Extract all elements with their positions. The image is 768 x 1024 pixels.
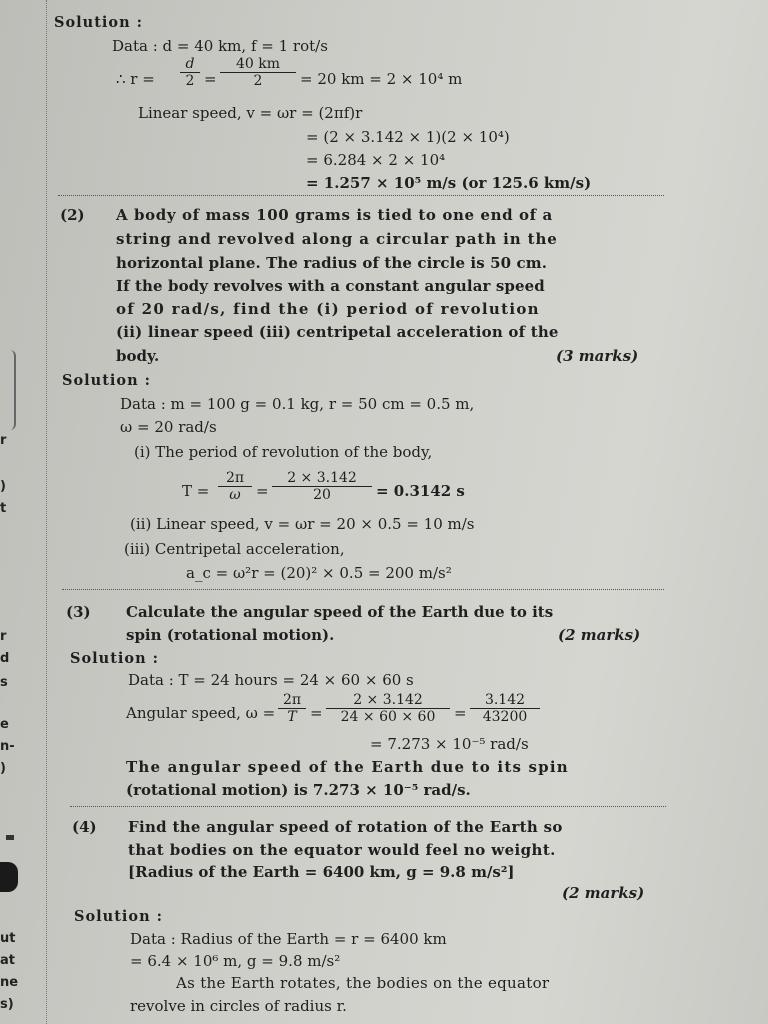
divider (70, 806, 666, 807)
q2-text-line: of 20 rad/s, find the (i) period of revolution (116, 300, 540, 318)
divider (62, 589, 664, 590)
margin-fragment: n- (0, 739, 15, 754)
solution-heading: Solution : (62, 372, 152, 389)
margin-fragment: s (0, 675, 8, 690)
s1-linear-speed: Linear speed, v = ωr = (2πf)r (138, 104, 363, 122)
margin-rule (46, 0, 47, 1024)
q2-centripetal-accel: a_c = ω²r = (20)² × 0.5 = 200 m/s² (186, 564, 452, 582)
margin-fragment: t (0, 501, 7, 516)
margin-fragment: at (0, 953, 15, 968)
q4-text-line: As the Earth rotates, the bodies on the equator (176, 974, 550, 992)
q2-text-line: body. (116, 347, 160, 365)
margin-dark-tab (0, 862, 18, 892)
solution-heading: Solution : (70, 650, 160, 667)
q2-text-line: (ii) linear speed (iii) centripetal acceleration of the (116, 323, 559, 341)
q4-number: (4) (72, 818, 97, 836)
solution-heading: Solution : (54, 14, 144, 31)
s1-fraction-d-over-2: $\frac{d}{2}$ (180, 56, 200, 89)
s1-fraction-40km-over-2: $\frac{40 km}{2}$ (220, 56, 296, 89)
q3-conclusion-line: (rotational motion) is 7.273 × 10⁻⁵ rad/s. (126, 781, 471, 799)
s1-r-result: = 20 km = 2 × 10⁴ m (300, 70, 463, 88)
q4-text-line: Find the angular speed of rotation of the Earth so (128, 818, 563, 836)
s1-step1: = (2 × 3.142 × 1)(2 × 10⁴) (306, 128, 510, 146)
q3-number: (3) (66, 603, 91, 621)
solution-heading: Solution : (74, 908, 164, 925)
q2-text-line: horizontal plane. The radius of the circle is 50 cm. (116, 254, 548, 272)
q2-number: (2) (60, 206, 85, 224)
q2-data-line2: ω = 20 rad/s (120, 418, 217, 436)
margin-fragment: s) (0, 997, 14, 1012)
q2-data-line1: Data : m = 100 g = 0.1 kg, r = 50 cm = 0.5 m, (120, 395, 475, 413)
q2-part-ii: (ii) Linear speed, v = ωr = 20 × 0.5 = 10 m/s (130, 515, 475, 533)
margin-fragment: ne (0, 975, 19, 990)
q3-data-line: Data : T = 24 hours = 24 × 60 × 60 s (128, 671, 414, 689)
q3-result: = 7.273 × 10⁻⁵ rad/s (370, 735, 529, 753)
q4-data-line1: Data : Radius of the Earth = r = 6400 km (130, 930, 447, 948)
s1-step2: = 6.284 × 2 × 10⁴ (306, 151, 446, 169)
q2-text-line: If the body revolves with a constant angular speed (116, 277, 545, 295)
margin-fragment: r (0, 629, 7, 644)
margin-fragment: d (0, 651, 10, 666)
q3-equals: = (310, 704, 323, 722)
s1-data-line: Data : d = 40 km, f = 1 rot/s (112, 37, 328, 55)
q2-part-i-label: (i) The period of revolution of the body, (134, 443, 433, 461)
margin-tab-outline (0, 350, 16, 430)
q2-T-result: = 0.3142 s (376, 482, 465, 500)
q3-conclusion-line: The angular speed of the Earth due to its spin (126, 758, 569, 776)
margin-fragment: ) (0, 479, 6, 494)
q2-text-line: string and revolved along a circular path in the (116, 230, 558, 248)
q4-text-line: revolve in circles of radius r. (130, 997, 347, 1015)
q3-text-line: Calculate the angular speed of the Earth due to its (126, 603, 554, 621)
s1-step3: = 1.257 × 10⁵ m/s (or 125.6 km/s) (306, 174, 592, 192)
q3-angular-prefix: Angular speed, ω = (126, 704, 276, 722)
q4-text-line: that bodies on the equator would feel no weight. (128, 841, 556, 859)
q3-fraction-numeric: $\frac{2 \times 3.142}{24 \times 60 \times 60}$ (326, 692, 450, 725)
q2-fraction-2pi-over-omega: $\frac{2\pi}{\omega}$ (218, 470, 252, 503)
q2-marks: (3 marks) (556, 347, 639, 365)
q2-T-prefix: T = (182, 482, 210, 500)
q2-equals: = (256, 482, 269, 500)
margin-fragment: r (0, 433, 7, 448)
margin-fragment: e (0, 717, 9, 732)
s1-r-prefix: ∴ r = (116, 70, 155, 88)
margin-fragment: ) (0, 761, 6, 776)
q4-text-line: [Radius of the Earth = 6400 km, g = 9.8 m/s²] (128, 863, 515, 881)
q3-fraction-2pi-over-T: $\frac{2\pi}{T}$ (278, 692, 306, 725)
divider (58, 195, 664, 196)
q4-data-line2: = 6.4 × 10⁶ m, g = 9.8 m/s² (130, 952, 341, 970)
q2-fraction-numeric: $\frac{2 \times 3.142}{20}$ (272, 470, 372, 503)
s1-equals: = (204, 70, 217, 88)
q2-text-line: A body of mass 100 grams is tied to one end of a (116, 206, 553, 224)
q4-marks: (2 marks) (562, 884, 645, 902)
q3-equals-2: = (454, 704, 467, 722)
margin-fragment: ut (0, 931, 16, 946)
q3-text-line: spin (rotational motion). (126, 626, 335, 644)
margin-dash-mark (6, 835, 14, 840)
q3-marks: (2 marks) (558, 626, 641, 644)
q3-fraction-simplified: $\frac{3.142}{43200}$ (470, 692, 540, 725)
q2-part-iii-label: (iii) Centripetal acceleration, (124, 540, 345, 558)
